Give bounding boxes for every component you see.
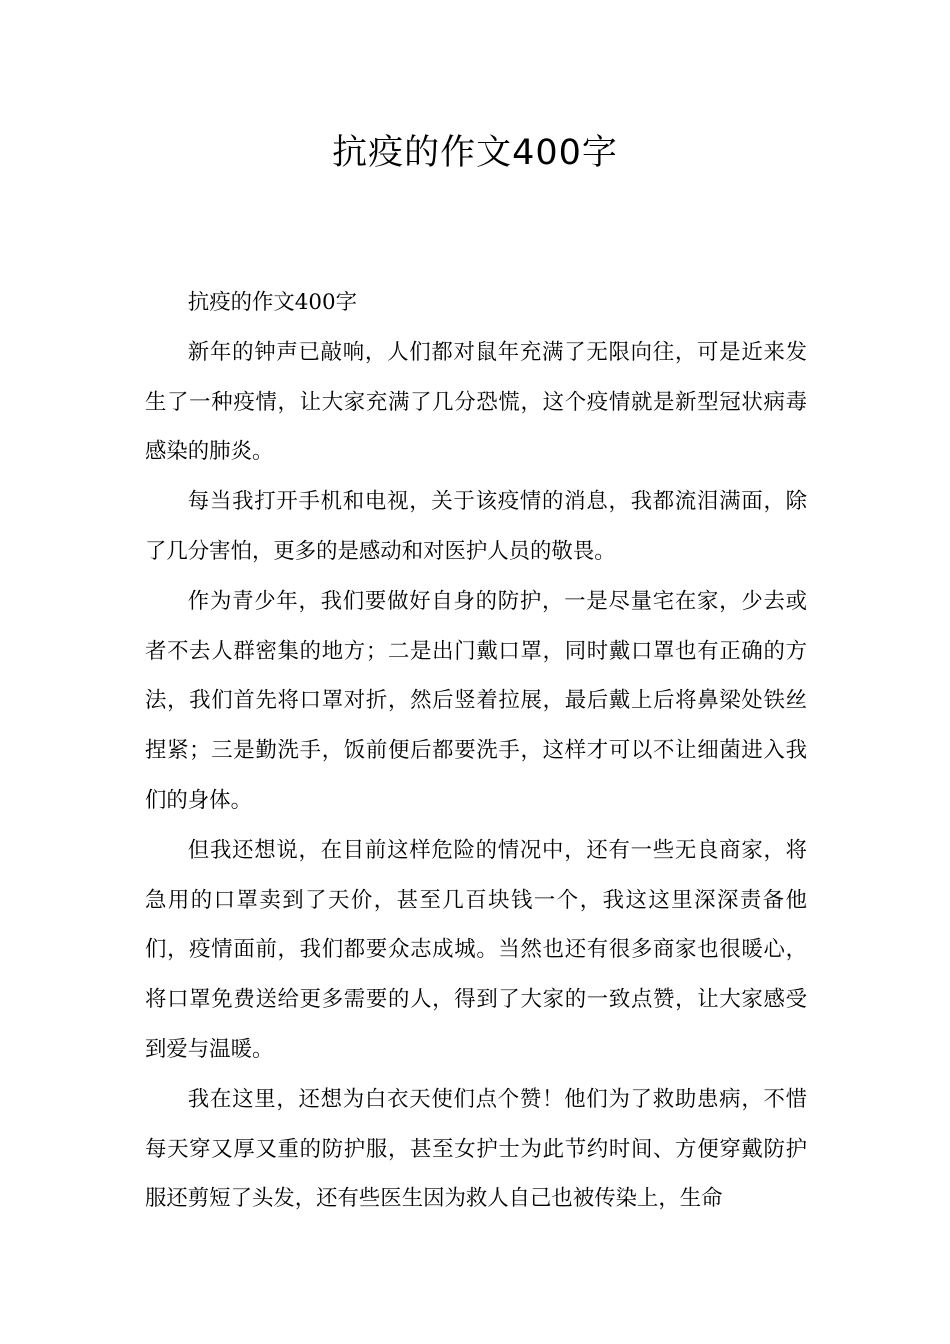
paragraph: 我在这里，还想为白衣天使们点个赞！他们为了救助患病，不惜每天穿又厚又重的防护服，甚至女护士为此节约时间、方便穿戴防护服还剪短了头发，还有些医生因为救人自己也被传染上，生命 — [145, 1086, 807, 1212]
paragraph: 但我还想说，在目前这样危险的情况中，还有一些无良商家，将急用的口罩卖到了天价，甚至几百块钱一个，我这这里深深责备他们，疫情面前，我们都要众志成城。当然也还有很多商家也很暖心，将口罩免费送给更多需要的人，得到了大家的一致点赞，让大家感受到爱与温暖。 — [145, 837, 807, 1062]
document-body — [145, 278, 807, 1224]
paragraph: 每当我打开手机和电视，关于该疫情的消息，我都流泪满面，除了几分害怕，更多的是感动和对医护人员的敬畏。 — [145, 489, 807, 564]
paragraph-subtitle: 抗疫的作文400字 — [187, 290, 357, 315]
paragraph: 作为青少年，我们要做好自身的防护，一是尽量宅在家，少去或者不去人群密集的地方；二是出门戴口罩，同时戴口罩也有正确的方法，我们首先将口罩对折，然后竖着拉展，最后戴上后将鼻梁处铁丝捏紧；三是勤洗手，饭前便后都要洗手，这样才可以不让细菌进入我们的身体。 — [145, 588, 807, 813]
document-title: 抗疫的作文400字 — [332, 133, 618, 173]
paragraph: 新年的钟声已敲响，人们都对鼠年充满了无限向往，可是近来发生了一种疫情，让大家充满了几分恐慌，这个疫情就是新型冠状病毒感染的肺炎。 — [145, 339, 807, 465]
